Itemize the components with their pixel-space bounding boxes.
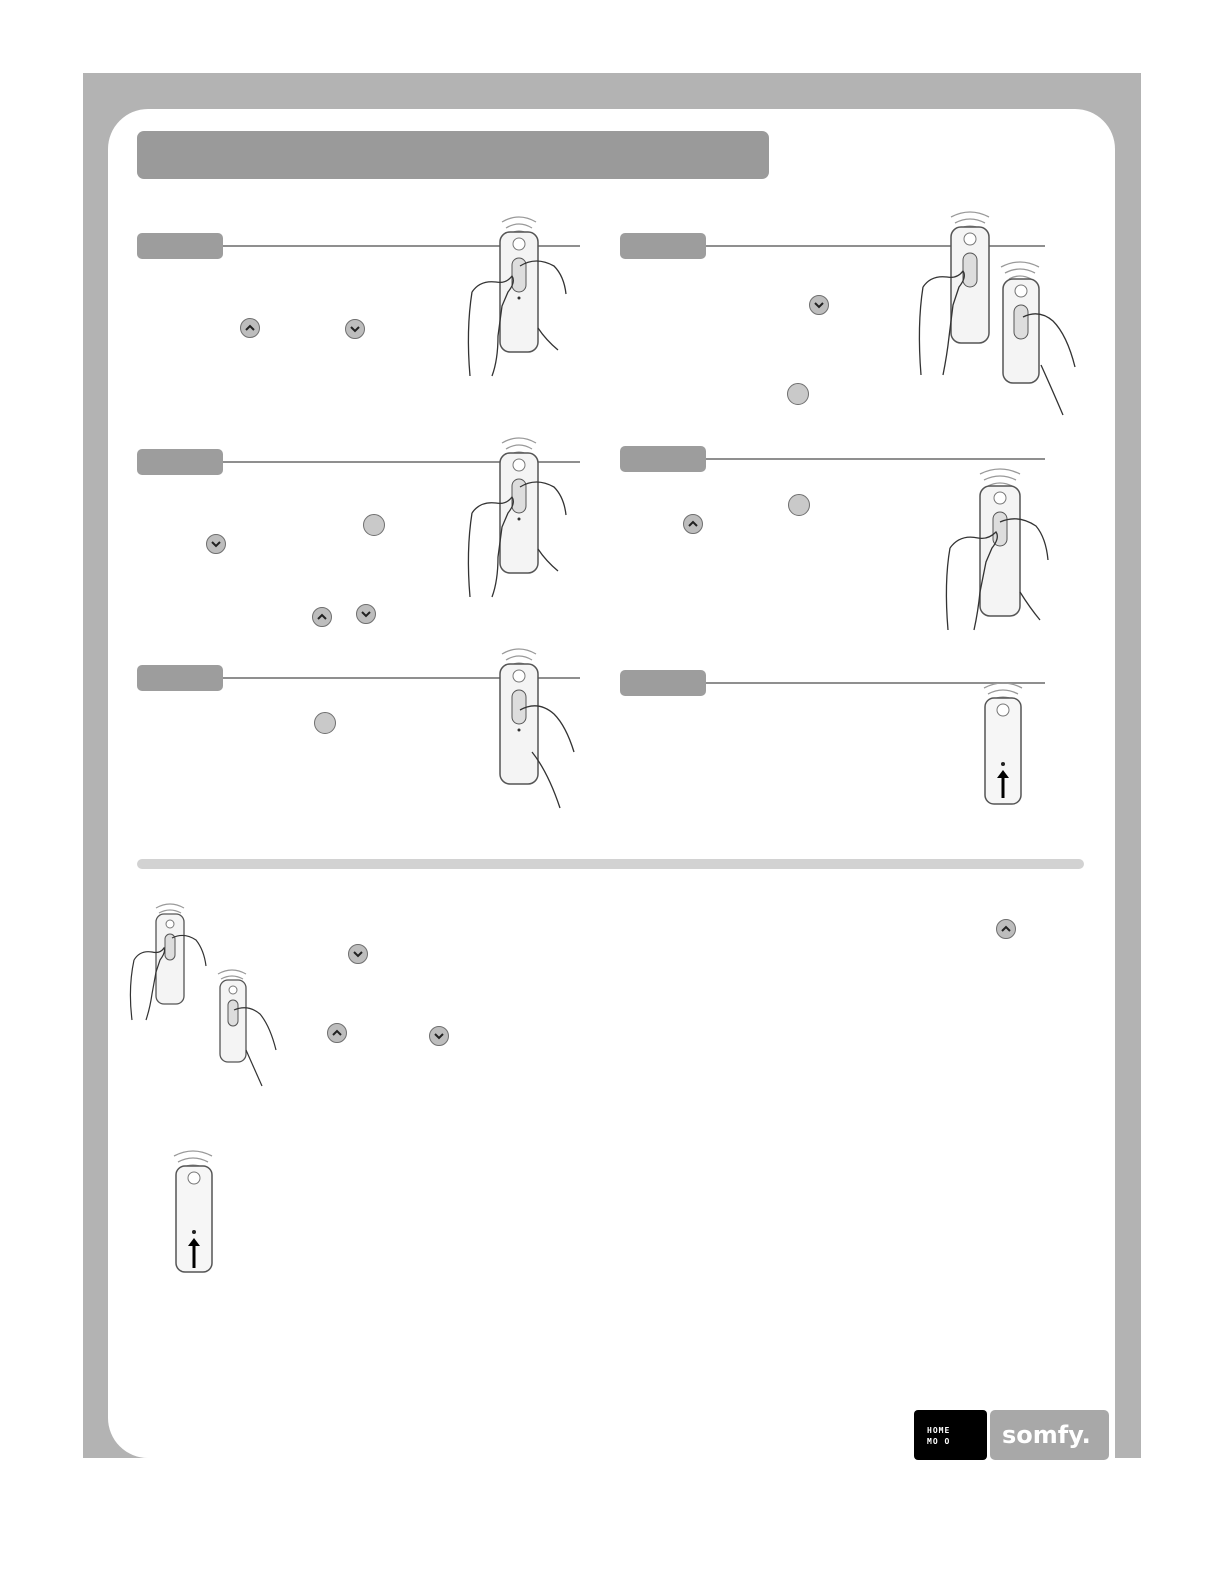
signal-waves-icon: [1001, 262, 1039, 279]
step-tab: [137, 665, 223, 691]
stop-my-icon: [788, 494, 810, 516]
remote-hand-illustration: [462, 642, 582, 810]
up-arrow-icon: [240, 318, 260, 338]
step-tab: [620, 670, 706, 696]
logo-text: HOME: [927, 1426, 951, 1435]
somfy-logo: [990, 1410, 1109, 1460]
up-arrow-icon: [312, 607, 332, 627]
stop-my-icon: [314, 712, 336, 734]
remote-indicator-illustration: [160, 1144, 230, 1274]
remote-control-icon: [980, 486, 1020, 616]
remote-hand-illustration: [126, 898, 216, 1024]
remote-hand-illustration: [462, 210, 582, 378]
step-tab: [137, 449, 223, 475]
step-rule: [706, 458, 1045, 460]
step-tab: [620, 233, 706, 259]
remote-hand-illustration: [462, 431, 582, 599]
down-arrow-icon: [345, 319, 365, 339]
home-motion-logo: [914, 1410, 987, 1460]
remote-hand-illustration: [940, 462, 1080, 632]
logo-text: MO O: [927, 1437, 951, 1446]
step-tab: [620, 446, 706, 472]
down-arrow-icon: [809, 295, 829, 315]
two-remotes-illustration: [915, 205, 1085, 420]
remote-indicator-illustration: [970, 676, 1040, 806]
stop-my-icon: [363, 514, 385, 536]
down-arrow-icon: [429, 1026, 449, 1046]
signal-waves-icon: [980, 469, 1020, 486]
page-title-bar: [137, 131, 769, 179]
up-arrow-icon: [683, 514, 703, 534]
stop-my-icon: [787, 383, 809, 405]
brand-text: somfy.: [1002, 1421, 1091, 1449]
down-arrow-icon: [356, 604, 376, 624]
step-tab: [137, 233, 223, 259]
remote-hand-illustration: [210, 964, 290, 1090]
signal-waves-icon: [156, 904, 184, 913]
up-arrow-icon: [996, 919, 1016, 939]
signal-waves-icon: [218, 970, 246, 979]
down-arrow-icon: [206, 534, 226, 554]
section-divider: [137, 859, 1084, 869]
down-arrow-icon: [348, 944, 368, 964]
up-arrow-icon: [327, 1023, 347, 1043]
